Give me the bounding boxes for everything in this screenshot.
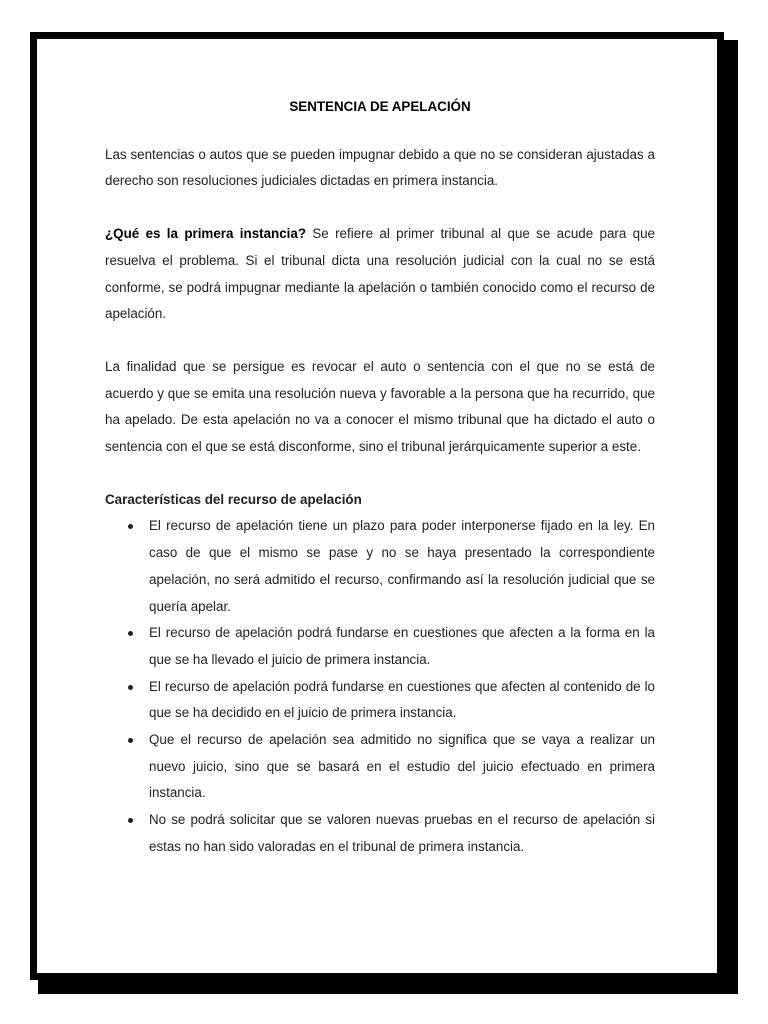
section-heading: Características del recurso de apelación <box>105 491 362 507</box>
document-title: SENTENCIA DE APELACIÓN <box>289 99 471 114</box>
list-item: El recurso de apelación tiene un plazo para poder interponerse fijado en la ley. En caso de que el mismo se pase y no se haya presentado la correspondiente apelación, no será admitido el recurso, confirmando así la resolución judicial que se quería apelar. <box>149 513 655 620</box>
list-item: El recurso de apelación podrá fundarse en cuestiones que afecten al contenido de lo que se ha decidido en el juicio de primera instancia. <box>149 674 655 727</box>
characteristics-list <box>105 513 655 860</box>
list-item: No se podrá solicitar que se valoren nuevas pruebas en el recurso de apelación si estas no han sido valoradas en el tribunal de primera instancia. <box>149 807 655 860</box>
paragraph-body: Se refiere al primer tribunal al que se acude para que resuelva el problema. Si el tribunal dicta una resolución judicial con la cual no se está conforme, se podrá impugnar mediante la apelación o también conocido como el recurso de apelación. <box>105 226 655 322</box>
paragraph-intro: Las sentencias o autos que se pueden impugnar debido a que no se consideran ajustadas a derecho son resoluciones judiciales dictadas en primera instancia. <box>105 146 655 189</box>
list-item: El recurso de apelación podrá fundarse en cuestiones que afecten a la forma en la que se ha llevado el juicio de primera instancia. <box>149 620 655 673</box>
document-page <box>30 32 724 980</box>
page-content <box>105 94 655 861</box>
paragraph-finalidad: La finalidad que se persigue es revocar el auto o sentencia con el que no se está de acuerdo y que se emita una resolución nueva y favorable a la persona que ha recurrido, que ha apelado. De esta apelación no va a conocer el mismo tribunal que ha dictado el auto o sentencia con el que se está disconforme, sino el tribunal jerárquicamente superior a este. <box>105 358 655 455</box>
paragraph-lead-question: ¿Qué es la primera instancia? <box>105 226 307 242</box>
list-item: Que el recurso de apelación sea admitido no significa que se vaya a realizar un nuevo juicio, sino que se basará en el estudio del juicio efectuado en primera instancia. <box>149 727 655 807</box>
paragraph-primera-instancia <box>105 221 655 328</box>
